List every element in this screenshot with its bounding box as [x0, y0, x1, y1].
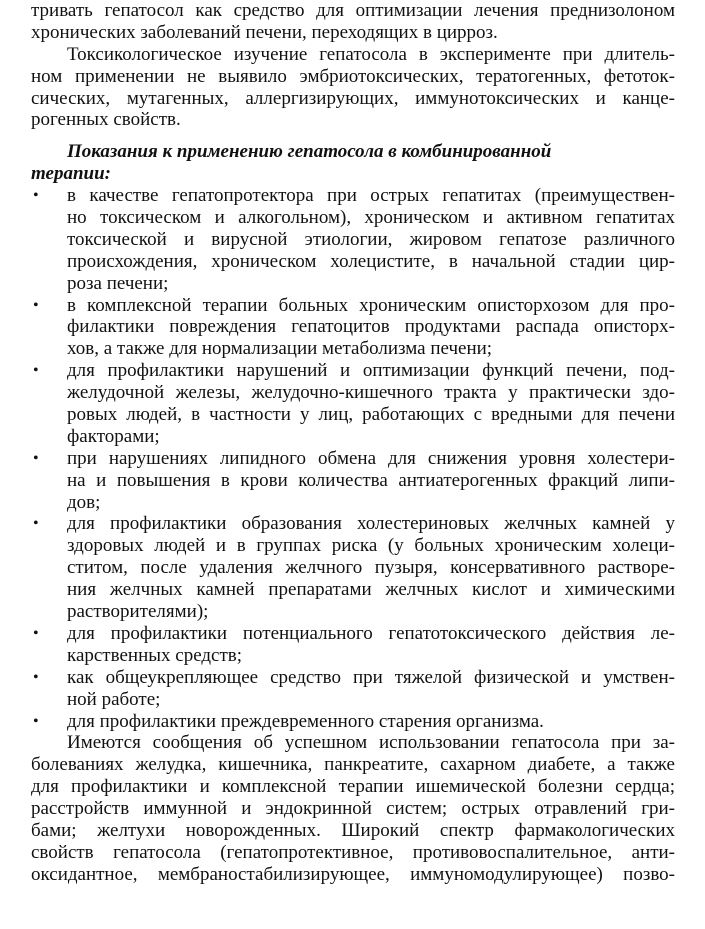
paragraph-2-line-3: сических, мутагенных, аллергизирующих, иммунотоксических и канце- — [31, 87, 675, 109]
list-item — [31, 360, 675, 382]
list-item — [31, 185, 675, 207]
text-body — [31, 0, 675, 886]
list-item-continuation: факторами; — [67, 425, 160, 447]
list-item-continuation: филактики повреждения гепатоцитов продуктами распада описторх- — [67, 316, 675, 338]
list-item-continuation: желудочной железы, желудочно-кишечного тракта у практически здо- — [67, 382, 675, 404]
bullet-icon: • — [33, 515, 39, 533]
list-item-text: для профилактики образования холестериновых желчных камней у — [67, 513, 675, 535]
list-item-continuation: но токсическом и алкогольном), хроническом и активном гепатитах — [67, 207, 675, 229]
list-item-text: как общеукрепляющее средство при тяжелой физической и умствен- — [67, 666, 675, 688]
list-item-continuation: ной работе; — [67, 688, 161, 710]
paragraph-2-line-2: ном применении не выявило эмбриотоксических, тератогенных, фетоток- — [31, 65, 675, 87]
bullet-icon: • — [33, 187, 39, 205]
paragraph-3-line-1: Имеются сообщения об успешном использовании гепатосола при за- — [67, 732, 675, 754]
paragraph-3-line-3: для профилактики и комплексной терапии ишемической болезни сердца; — [31, 776, 675, 798]
list-item-continuation: хов, а также для нормализации метаболизма печени; — [67, 338, 493, 360]
list-item-continuation: роза печени; — [67, 272, 169, 294]
list-item-continuation: ния желчных камней препаратами желчных кислот и химическими — [67, 579, 675, 601]
list-item — [31, 448, 675, 470]
bullet-icon: • — [33, 624, 39, 642]
paragraph-3-line-2: болеваниях желудка, кишечника, панкреатите, сахарном диабете, а также — [31, 754, 675, 776]
paragraph-1-line-1: тривать гепатосол как средство для оптимизации лечения преднизолоном — [31, 0, 675, 21]
bullet-icon: • — [33, 362, 39, 380]
list-item — [31, 513, 675, 535]
list-item — [31, 667, 675, 689]
paragraph-3-line-6: свойств гепатосола (гепатопротективное, противовоспалительное, анти- — [31, 841, 675, 863]
list-item-text: в комплексной терапии больных хроническим описторхозом для про- — [67, 294, 675, 316]
list-item-continuation: карственных средств; — [67, 644, 243, 666]
paragraph-3-line-5: бами; желтухи новорожденных. Широкий спектр фармакологических — [31, 819, 675, 841]
list-item-continuation: на и повышения в крови количества антиатерогенных фракций липи- — [67, 469, 675, 491]
list-item — [31, 295, 675, 317]
section-heading-line-2: терапии: — [31, 163, 111, 185]
list-item-text: в качестве гепатопротектора при острых гепатитах (преимуществен- — [67, 185, 675, 207]
list-item-continuation: растворителями); — [67, 601, 209, 623]
bullet-icon: • — [33, 449, 39, 467]
bullet-icon: • — [33, 296, 39, 314]
list-item — [31, 711, 675, 733]
list-item — [31, 623, 675, 645]
list-item-continuation: здоровых людей и в группах риска (у больных хроническим холеци- — [67, 535, 675, 557]
paragraph-2-line-4: рогенных свойств. — [31, 109, 181, 131]
paragraph-3-line-4: расстройств иммунной и эндокринной систем; острых отравлений гри- — [31, 798, 675, 820]
bullet-icon: • — [33, 712, 39, 730]
list-item-text: для профилактики преждевременного старения организма. — [67, 710, 544, 732]
paragraph-3-line-7: оксидантное, мембраностабилизирующее, иммуномодулирующее) позво- — [31, 863, 675, 885]
bullet-icon: • — [33, 668, 39, 686]
paragraph-2-line-1: Токсикологическое изучение гепатосола в эксперименте при длитель- — [67, 43, 675, 65]
list-item-continuation: токсической и вирусной этиологии, жировом гепатозе различного — [67, 228, 675, 250]
list-item-continuation: ровых людей, в частности у лиц, работающих с вредными для печени — [67, 404, 675, 426]
list-item-text: при нарушениях липидного обмена для снижения уровня холестери- — [67, 447, 675, 469]
list-item-text: для профилактики нарушений и оптимизации функций печени, под- — [67, 360, 675, 382]
list-item-continuation: происхождения, хроническом холецистите, в начальной стадии цир- — [67, 250, 675, 272]
paragraph-1-line-2: хронических заболеваний печени, переходящих в цирроз. — [31, 21, 498, 43]
section-heading-line-1: Показания к применению гепатосола в комбинированной — [67, 141, 552, 163]
list-item-continuation: ститом, после удаления желчного пузыря, консервативного растворе- — [67, 557, 675, 579]
list-item-text: для профилактики потенциального гепатотоксического действия ле- — [67, 622, 675, 644]
list-item-continuation: дов; — [67, 491, 101, 513]
